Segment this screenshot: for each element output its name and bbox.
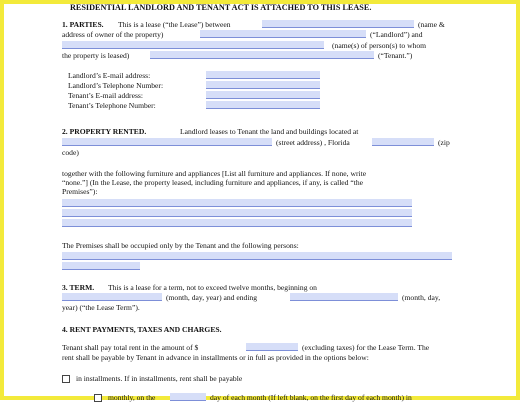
rent-line1-text: Tenant shall pay total rent in the amount of $ [62, 343, 199, 352]
parties-line4-text: the property is leased) [62, 51, 130, 60]
furniture-field-2[interactable] [62, 209, 412, 217]
landlord-email-label: Landlord’s E-mail address: [68, 71, 151, 80]
occupants-field-1[interactable] [62, 252, 452, 260]
tenant-phone-label: Tenant’s Telephone Number: [68, 101, 156, 110]
tenant-email-label: Tenant’s E-mail address: [68, 91, 143, 100]
monthly-label-suffix: day of each month (If left blank, on the first day of each month) in [210, 393, 412, 402]
property-line2-text: (street address) , Florida [276, 138, 350, 147]
tenant-email-field[interactable] [206, 91, 320, 99]
property-title: 2. PROPERTY RENTED. [62, 127, 147, 136]
term-line3: year) (“the Lease Term”). [62, 303, 140, 312]
installments-checkbox[interactable] [62, 375, 70, 383]
landlord-address-field[interactable] [200, 30, 366, 38]
monthly-label: monthly, on the [108, 393, 156, 402]
property-line3: code) [62, 148, 79, 157]
furniture-field-3[interactable] [62, 219, 412, 227]
parties-line3-suffix: (name(s) of person(s) to whom [332, 41, 427, 50]
furniture-text-1: together with the following furniture and appliances [List all furniture and appliances. If none, write [62, 169, 367, 178]
rent-title: 4. RENT PAYMENTS, TAXES AND CHARGES. [62, 325, 222, 334]
parties-line4-suffix: (“Tenant.”) [378, 51, 413, 60]
monthly-checkbox[interactable] [94, 394, 102, 402]
term-end-date-field[interactable] [290, 293, 398, 301]
page-border-left [0, 0, 4, 400]
tenant-phone-field[interactable] [206, 101, 320, 109]
occupants-field-2[interactable] [62, 262, 140, 270]
property-line2-suffix: (zip [438, 138, 450, 147]
furniture-text-2: “none.”] (In the Lease, the property leased, including furniture and appliances, if any, is called “the [62, 178, 364, 187]
furniture-text-3: Premises”): [62, 187, 98, 196]
parties-title: 1. PARTIES. [62, 20, 104, 29]
term-line2-text: (month, day, year) and ending [166, 293, 258, 302]
parties-line2-text: address of owner of the property) [62, 30, 164, 39]
landlord-name-field[interactable] [262, 20, 414, 28]
term-start-date-field[interactable] [62, 293, 162, 301]
term-line2-suffix: (month, day, [402, 293, 441, 302]
landlord-email-field[interactable] [206, 71, 320, 79]
property-leased-field[interactable] [150, 51, 374, 59]
top-heading: RESIDENTIAL LANDLORD AND TENANT ACT IS ATTACHED TO THIS LEASE. [70, 3, 372, 12]
street-address-field[interactable] [62, 138, 272, 146]
page-border-right [516, 0, 520, 400]
term-title: 3. TERM. [62, 283, 95, 292]
parties-line1-suffix: (name & [418, 20, 445, 29]
landlord-phone-label: Landlord’s Telephone Number: [68, 81, 164, 90]
installments-label: in installments. If in installments, rent shall be payable [76, 374, 243, 383]
zip-code-field[interactable] [372, 138, 434, 146]
property-line1: Landlord leases to Tenant the land and buildings located at [180, 127, 359, 136]
parties-line2-suffix: (“Landlord”) and [370, 30, 423, 39]
furniture-field-1[interactable] [62, 199, 412, 207]
term-line1: This is a lease for a term, not to exceed twelve months, beginning on [108, 283, 317, 292]
tenant-name-field[interactable] [62, 41, 324, 49]
occupied-text: The Premises shall be occupied only by the Tenant and the following persons: [62, 241, 299, 250]
rent-amount-field[interactable] [246, 343, 298, 351]
rent-line2: rent shall be payable by Tenant in advance in installments or in full as provided in the options below: [62, 353, 369, 362]
landlord-phone-field[interactable] [206, 81, 320, 89]
parties-line1-text: This is a lease (“the Lease”) between [118, 20, 231, 29]
rent-line1-suffix: (excluding taxes) for the Lease Term. The [302, 343, 430, 352]
